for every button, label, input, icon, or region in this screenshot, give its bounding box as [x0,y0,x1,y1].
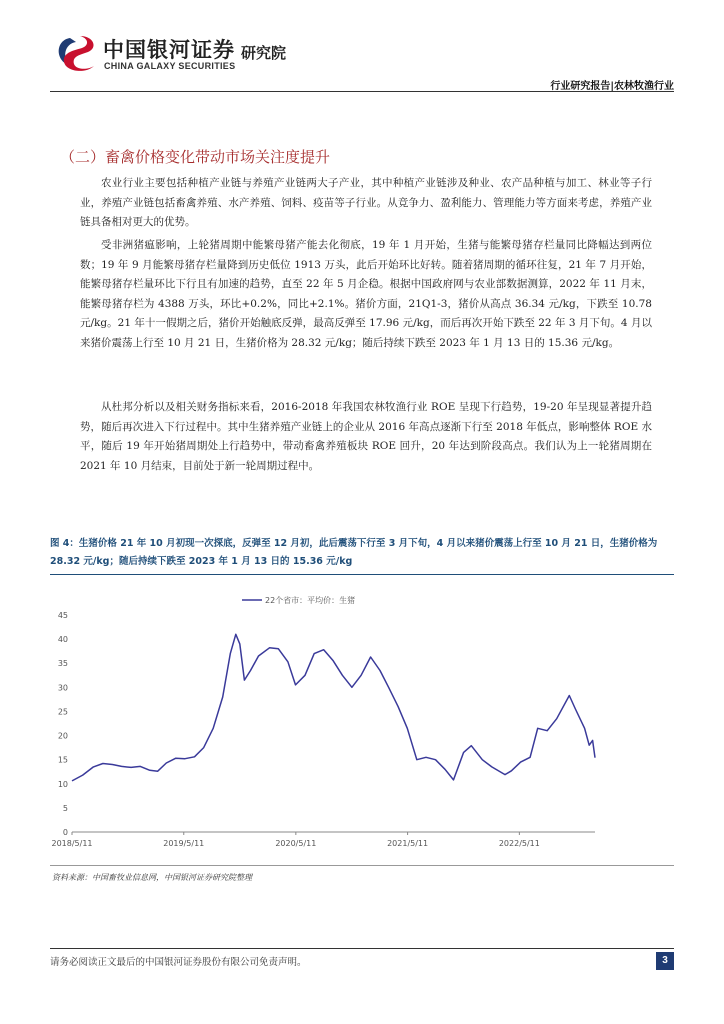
institute-name: 研究院 [241,44,287,62]
page-number: 3 [656,952,674,970]
paragraph-1: 农业行业主要包括种植产业链与养殖产业链两大子产业，其中种植产业链涉及种业、农产品种植与加工、林业等子行业，养殖产业链包括畜禽养殖、水产养殖、饲料、疫苗等子行业。从竞争力、盈利能力、管理能力等方面来考虑，养殖产业链具备相对更大的优势。 [80,177,652,228]
figure-caption-rule [50,574,674,575]
y-tick-label: 0 [62,828,68,837]
y-tick-label: 25 [57,707,68,717]
y-tick-label: 30 [57,683,68,693]
x-tick-label: 2019/5/11 [163,839,205,848]
y-tick-label: 10 [57,779,68,789]
x-tick-label: 2018/5/11 [51,839,93,848]
chart-bottom-rule [50,865,674,866]
hog-price-chart [50,585,610,855]
report-type: 行业研究报告|农林牧渔行业 [550,81,674,92]
figure-caption: 图 4：生猪价格 21 年 10 月初现一次探底，反弹至 12 月初，此后震荡下行至 3 月下旬，4 月以来猪价震荡上行至 10 月 21 日，生猪价格为 28.32 元/kg；随后持续下跌至 2023 年 1 月 13 日的 15.36 元/kg [50,538,658,567]
x-tick-label: 2020/5/11 [275,839,317,848]
y-tick-label: 5 [62,803,68,813]
galaxy-logo-icon [50,30,110,74]
paragraph-2: 受非洲猪瘟影响，上轮猪周期中能繁母猪产能去化彻底，19 年 1 月开始，生猪与能繁母猪存栏量同比降幅达到两位数；19 年 9 月能繁母猪存栏量降到历史低位 1913 万头，此后开始环比好转。随着猪周期的循环往复，21 年 7 月开始，能繁母猪存栏量环比下行且有加速的趋势，直至 22 年 5 月企稳。根据中国政府网与农业部数据测算，2022 年 11 月末，能繁母猪存栏为 4388 万头，环比+0.2%，同比+2.1%。猪价方面，21Q1-3，猪价从高点 36.34 元/kg，下跌至 10.78 元/kg。21 年十一假期之后，猪价开始触底反弹，最高反弹至 17.96 元/kg，而后再次开始下跌至 22 年 3 月下旬。4 月以来猪价震荡上行至 10 月 21 日，生猪价格为 28.32 元/kg；随后持续下跌至 2023 年 1 月 13 日的 15.36 元/kg。 [80,239,652,349]
y-tick-label: 35 [57,659,68,669]
x-tick-label: 2022/5/11 [498,839,540,848]
company-name-cn: 中国银河证券 [103,38,235,62]
series-line-hog-price [72,634,595,781]
footer-divider [50,948,674,949]
y-tick-label: 15 [57,755,68,765]
y-tick-label: 40 [57,635,68,645]
y-tick-label: 45 [57,611,68,620]
legend-label: 22个省市：平均价：生猪 [265,596,356,605]
header-divider [50,91,674,92]
y-tick-label: 20 [57,731,68,741]
paragraph-3: 从杜邦分析以及相关财务指标来看，2016-2018 年我国农林牧渔行业 ROE 呈现下行趋势，19-20 年呈现显著提升趋势，随后再次进入下行过程中。其中生猪养殖产业链上的企业从 2016 年高点逐渐下行至 2018 年低点，影响整体 ROE 水平，随后 19 年开始猪周期处上行趋势中，带动畜禽养殖板块 ROE 回升，20 年达到阶段高点。我们认为上一轮猪周期在 2021 年 10 月结束，目前处于新一轮周期过程中。 [80,401,652,472]
section-title: （二）畜禽价格变化带动市场关注度提升 [60,148,331,166]
footer-disclaimer: 请务必阅读正文最后的中国银河证券股份有限公司免责声明。 [50,957,307,968]
company-name-en: CHINA GALAXY SECURITIES [104,61,236,71]
figure-source: 资料来源：中国畜牧业信息网，中国银河证券研究院整理 [52,873,252,882]
x-tick-label: 2021/5/11 [387,839,429,848]
chart-legend [242,595,355,605]
